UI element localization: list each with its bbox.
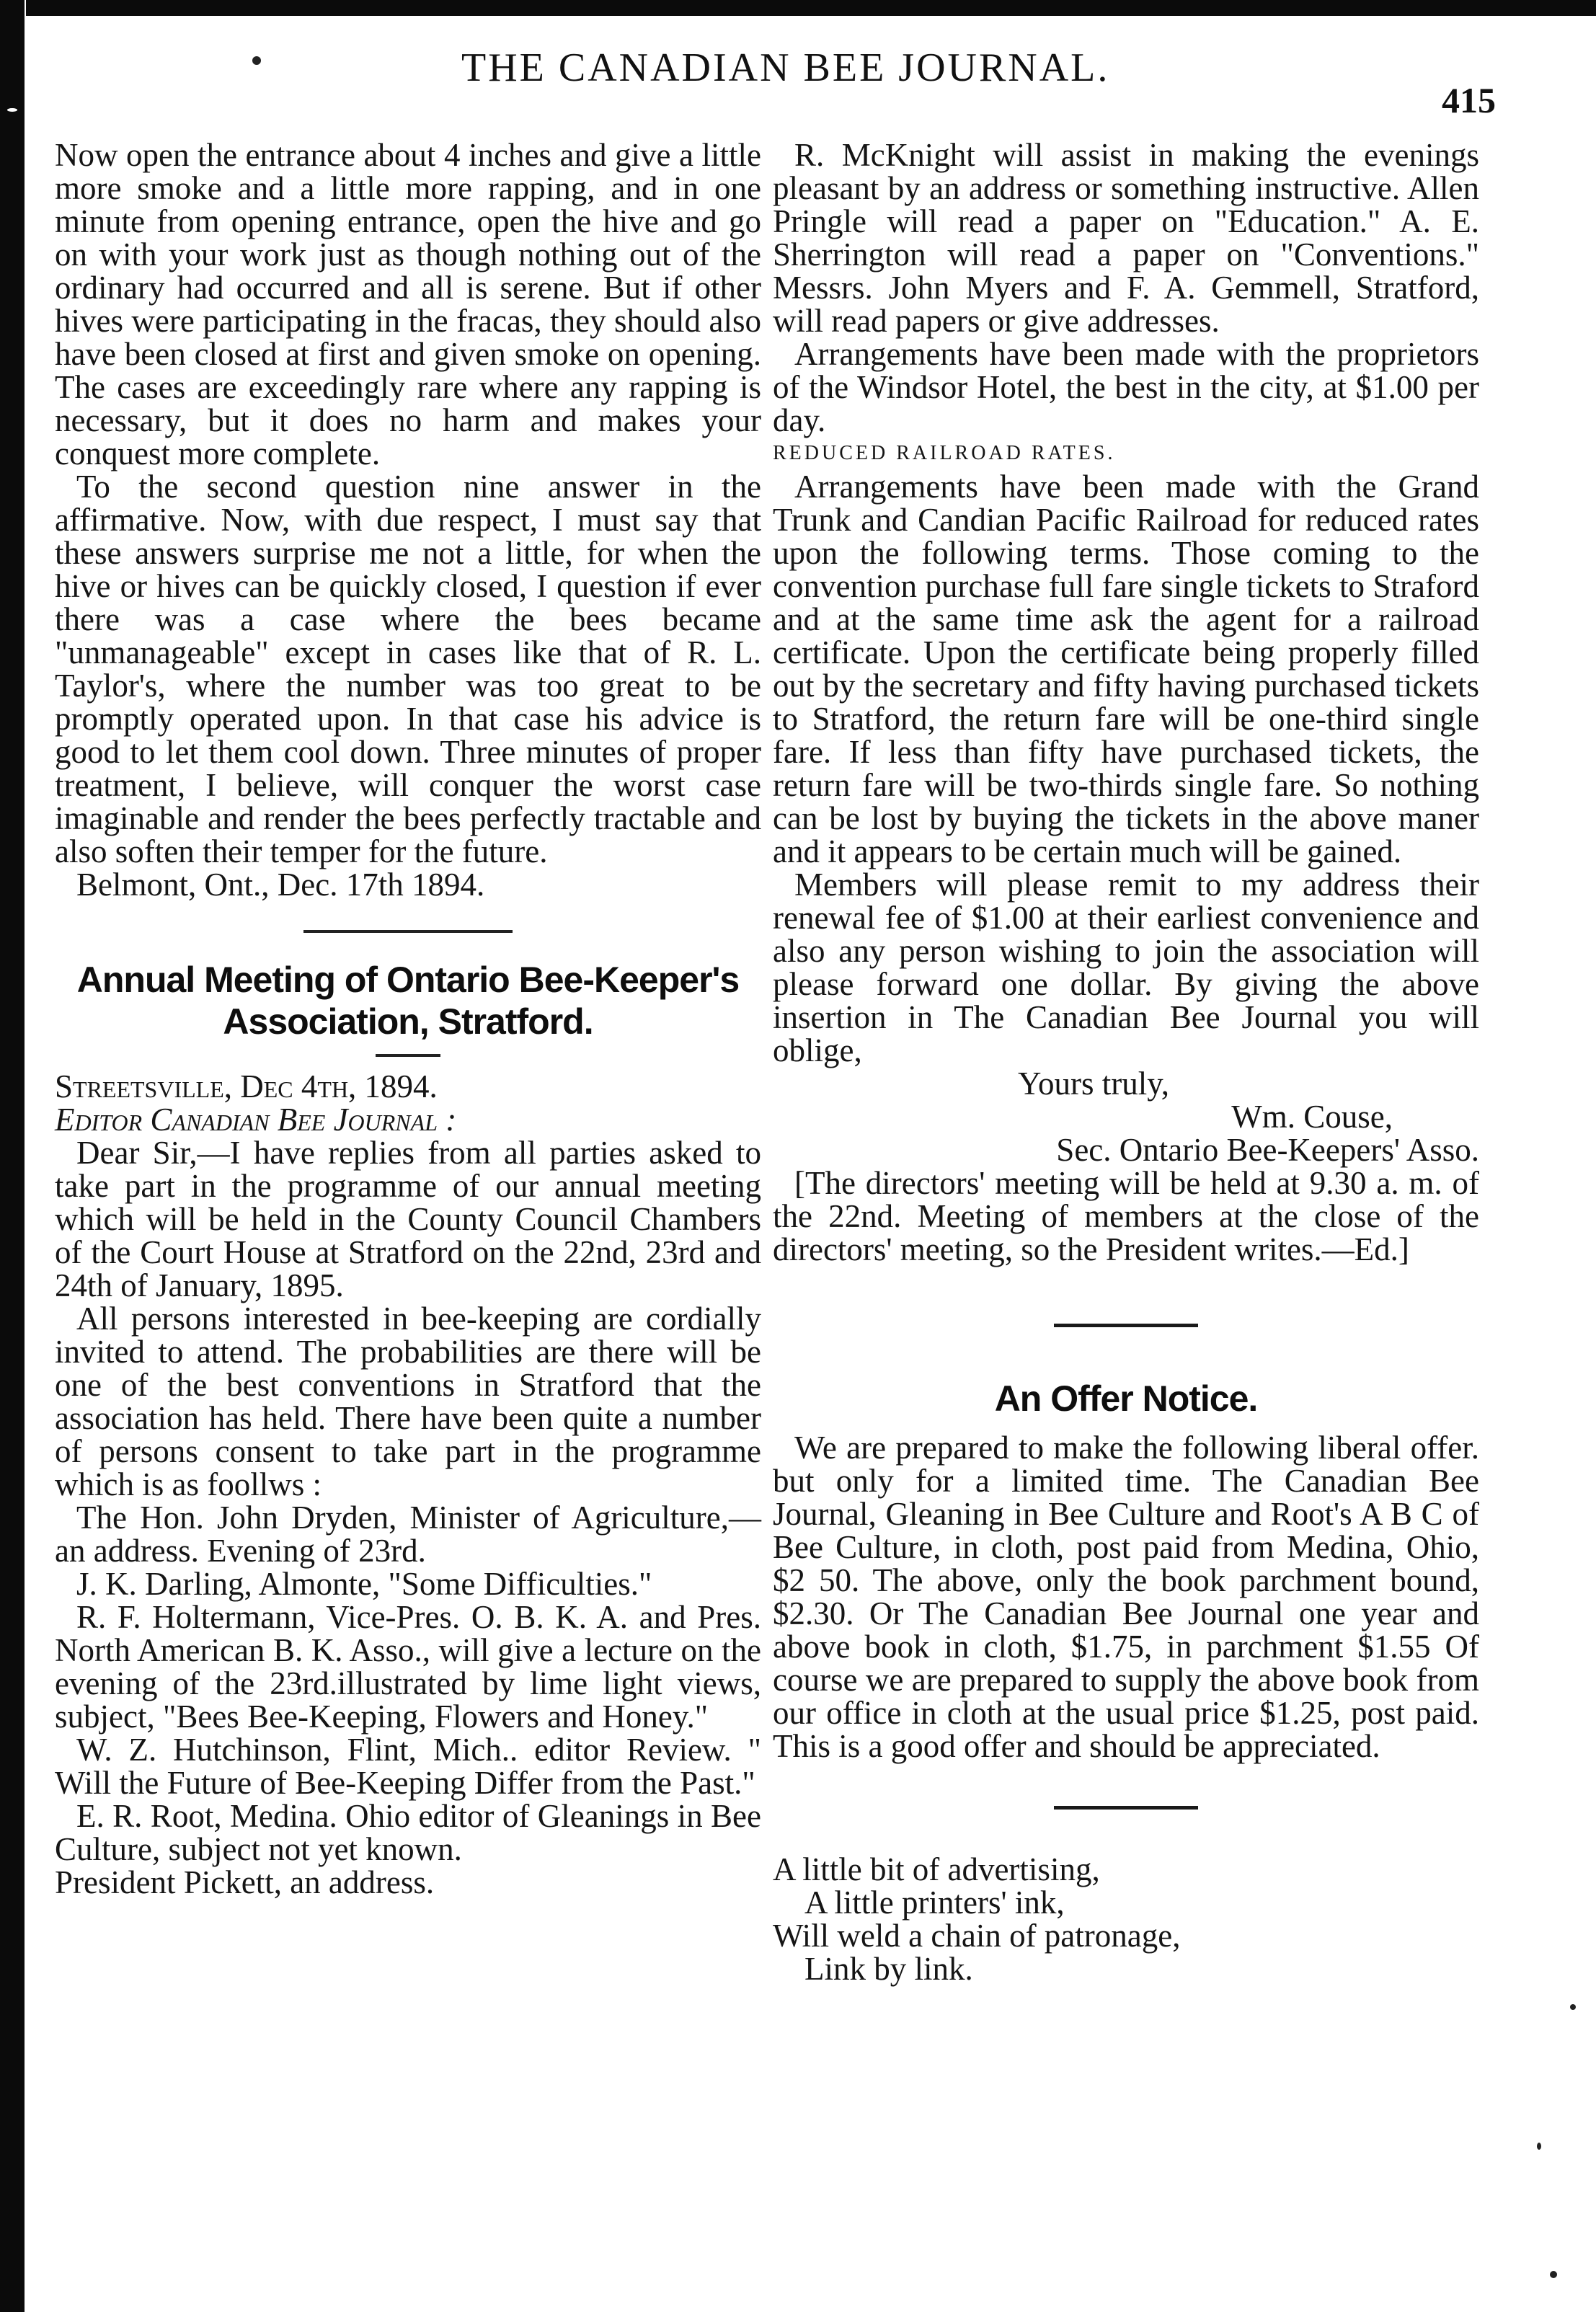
programme-item: R. F. Holtermann, Vice-Pres. O. B. K. A. and Pres. North American B. K. Asso., will give a lecture on the evening of the 23rd.illustrated by lime light views, subject, "Bees Bee-Keeping, Flowers and Honey." xyxy=(55,1599,761,1735)
scan-speck xyxy=(1550,2271,1557,2278)
editor-note: [The directors' meeting will be held at 9.30 a. m. of the 22nd. Meeting of members at the close of the directors' meeting, so the President writes.—Ed.] xyxy=(773,1165,1479,1267)
paragraph: Members will please remit to my address their renewal fee of $1.00 at their earliest convenience and also any person wishing to join the association will please forward one dollar. By giving the above insertion in The Canadian Bee Journal you will oblige, xyxy=(773,867,1479,1068)
divider xyxy=(376,1054,440,1057)
article-headline: Annual Meeting of Ontario Bee-Keeper's Association, Stratford. xyxy=(76,960,740,1042)
paragraph: To the second question nine answer in the affirmative. Now, with due respect, I must say that these answers surprise me not a little, for when the hive or hives can be quickly closed, I question if ever there was a case where the bees became "unmanageable" except in cases like that of R. L. Taylor's, where the number was too great to be promptly operated upon. In that case his advice is good to let them cool down. Three minutes of proper treatment, I believe, will conquer the worst case imaginable and render the bees perfectly tractable and also soften their temper for the future. xyxy=(55,469,761,869)
left-column xyxy=(55,138,761,1899)
running-head: THE CANADIAN BEE JOURNAL. xyxy=(461,45,1110,90)
programme-item: President Pickett, an address. xyxy=(55,1864,435,1900)
header-dot xyxy=(252,56,261,65)
paragraph: All persons interested in bee-keeping are cordially invited to attend. The probabilities are there will be one of the best conventions in Stratford that the association has held. There have been quite a number of persons consent to take part in the programme which is as foollws : xyxy=(55,1301,761,1502)
signature-title: Sec. Ontario Bee-Keepers' Asso. xyxy=(1056,1132,1479,1168)
programme-item: E. R. Root, Medina. Ohio editor of Gleanings in Bee Culture, subject not yet known. xyxy=(55,1798,761,1867)
divider xyxy=(303,930,513,933)
poem-line: A little printers' ink, xyxy=(804,1884,1065,1921)
poem-line: Link by link. xyxy=(804,1951,973,1987)
paragraph: Arrangements have been made with the Grand Trunk and Candian Pacific Railroad for reduced rates upon the following terms. Those coming to the convention purchase full fare single tickets to Straford and at the same time ask the agent for a railroad certificate. Upon the certificate being properly filled out by the secretary and fifty having purchased tickets to Stratford, the return fare will be one-third single fare. If less than fifty have purchased tickets, the return fare will be two-thirds single fare. So nothing can be lost by buying the tickets in the above maner and it appears to be certain much will be gained. xyxy=(773,469,1479,869)
top-border xyxy=(26,0,1596,16)
programme-item: W. Z. Hutchinson, Flint, Mich.. editor Review. " Will the Future of Bee-Keeping Differ from the Past." xyxy=(55,1732,761,1801)
poem-line: Will weld a chain of patronage, xyxy=(773,1918,1181,1954)
divider xyxy=(1054,1324,1198,1327)
divider xyxy=(1054,1806,1198,1810)
left-border xyxy=(0,0,25,2312)
offer-headline: An Offer Notice. xyxy=(994,1378,1258,1419)
paragraph: Now open the entrance about 4 inches and give a little more smoke and a little more rapping, and in one minute from opening entrance, open the hive and go on with your work just as though nothing out of the ordinary had occurred and all is serene. But if other hives were participating in the fracas, they should also have been closed at first and given smoke on opening. The cases are exceedingly rare where any rapping is necessary, but it does no harm and makes your conquest more complete. xyxy=(55,137,761,471)
right-column xyxy=(773,138,1479,1985)
page-number: 415 xyxy=(1442,80,1496,120)
section-subhead: REDUCED RAILROAD RATES. xyxy=(773,442,1116,464)
paragraph: Arrangements have been made with the proprietors of the Windsor Hotel, the best in the city, at $1.00 per day. xyxy=(773,336,1479,438)
salutation: Editor Canadian Bee Journal : xyxy=(55,1102,457,1138)
programme-item: J. K. Darling, Almonte, "Some Difficulties." xyxy=(76,1566,652,1602)
closing: Yours truly, xyxy=(1018,1066,1170,1102)
poem-line: A little bit of advertising, xyxy=(773,1851,1100,1887)
dateline: Streetsville, Dec 4th, 1894. xyxy=(55,1068,438,1104)
scan-speck xyxy=(1570,2004,1576,2010)
scan-speck xyxy=(7,108,17,112)
poem xyxy=(773,1853,1479,1985)
signature: Wm. Couse, xyxy=(1231,1099,1393,1135)
paragraph: Dear Sir,—I have replies from all parties asked to take part in the programme of our annual meeting which will be held in the County Council Chambers of the Court House at Stratford on the 22nd, 23rd and 24th of January, 1895. xyxy=(55,1135,761,1303)
scan-speck xyxy=(1537,2143,1541,2150)
paragraph: R. McKnight will assist in making the evenings pleasant by an address or something instructive. Allen Pringle will read a paper on "Education." A. E. Sherrington will read a paper on "Conventions." Messrs. John Myers and F. A. Gemmell, Stratford, will read papers or give addresses. xyxy=(773,137,1479,339)
paragraph: We are prepared to make the following liberal offer. but only for a limited time. The Canadian Bee Journal, Gleaning in Bee Culture and Root's A B C of Bee Culture, in cloth, post paid from Medina, Ohio, $2 50. The above, only the book parchment bound, $2.30. Or The Canadian Bee Journal one year and above book in cloth, $1.75, in parchment $1.55 Of course we are prepared to supply the above book from our office in cloth at the usual price $1.25, post paid. This is a good offer and should be appreciated. xyxy=(773,1430,1479,1764)
place-date: Belmont, Ont., Dec. 17th 1894. xyxy=(76,867,485,903)
programme-item: The Hon. John Dryden, Minister of Agriculture,—an address. Evening of 23rd. xyxy=(55,1500,761,1569)
